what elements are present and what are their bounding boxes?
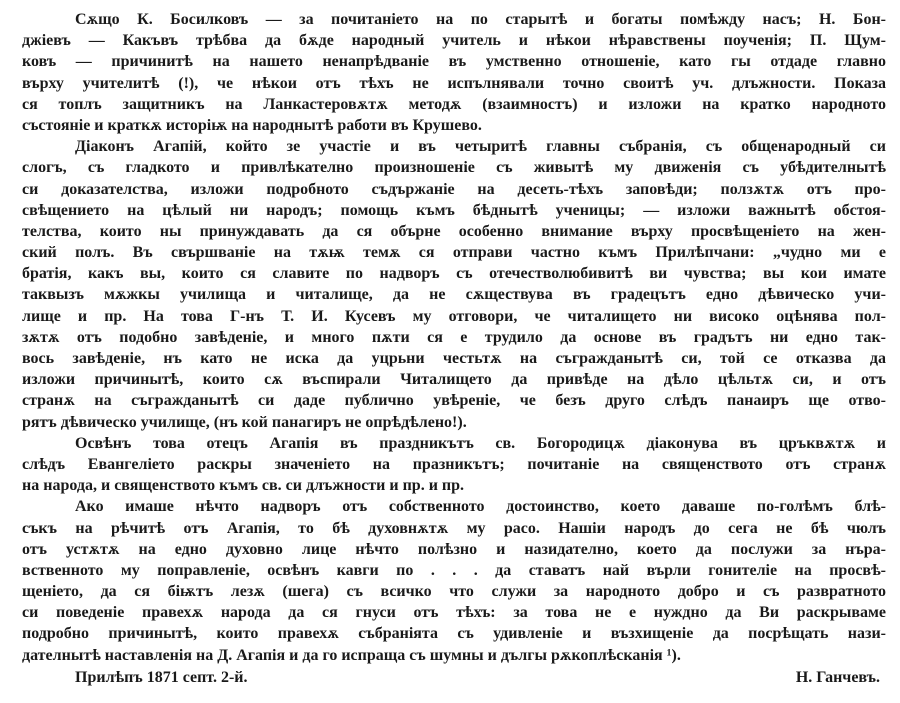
text-line: ковъ — причинитѣ на нашето ненапрѣдванiе въ умственно отношенiе, като гы отдаде главно [22,53,886,71]
text-line: ся топлъ защитникъ на Ланкастеровѫтѫ методѫ (взаимностъ) и изложи на кратко народното [22,95,886,113]
text-line: рятъ дѣвическо училище, (нъ кой панагиръ не опрѣдѣлено!). [22,413,467,431]
text-line: слогъ, съ гладкото и привлѣкателно произношенiе съ живытѣ му движенiя съ убѣдителнытѣ [22,159,886,177]
text-line: зѫтѫ отъ подобно завѣденiе, и много пѫти ся е трудило да основе въ градътъ ни едно так- [22,328,886,346]
text-line: странѫ на съгражданытѣ си даде публично увѣренiе, че безъ друго слѣдъ панаиръ ще отво- [22,392,886,410]
text-line: щенiето, да ся бiѭтъ лезѫ (шега) съ всичко что служи за народното добро и съ развратното [22,583,886,601]
text-line: на народа, и священството къмъ св. си длъжности и пр. и пр. [22,477,465,495]
text-line: ский полъ. Въ свършванiе на тѫѭ темѫ ся отправи частно къмъ Прилѣпчани: „чудно ми е [22,244,886,262]
signature-line [22,667,886,688]
text-line: вственното му поправленiе, освѣнъ кавги по . . . да ставатъ най върли гонителiе на просвѣ- [22,561,886,579]
paragraph-feast [22,433,886,497]
text-line: си поведенiе правехѫ народа да ся гнуси отъ тѣхъ: за това не е нуждно да Ви раскрываме [22,604,886,622]
text-line: съкъ на рѣчитѣ отъ Агапiя, то бѣ духовнѫтѫ му расо. Нашiи народъ до сега не бѣ чюлъ [22,519,886,537]
text-line: състоянiе и краткѫ исторiѭ на народнытѣ работи въ Крушево. [22,116,482,134]
text-line: дателнытѣ наставленiя на Д. Агапiя и да го испраща съ шумны и дългы рѫкоплѣсканiя ¹). [22,646,681,664]
text-line: отъ устѫтѫ на едно духовно лице нѣчто полѣзно и назидателно, което да послужи за нъра- [22,540,886,558]
text-line: Ако имаше нѣчто надворъ отъ собственното достоинство, което даваше по-голѣмъ блѣ- [75,498,886,516]
text-line: лище и пр. На това Г-нъ Т. И. Кусевъ му отговори, че читалището ни високо оцѣнява пол- [22,307,886,325]
text-line: вось завѣденiе, нъ като не иска да уцрьни честьтѫ на съгражданытѣ си, той се отказва да [22,350,886,367]
author-name: Н. Ганчевъ. [795,668,880,686]
text-line: таквызъ мѫжкы училища и читалище, да не сѫществува въ градецътъ едно дѣвическо учи- [22,286,886,304]
place-date: Прилѣпъ 1871 септ. 2-й. [75,668,248,686]
text-line: Освѣнъ това отецъ Агапiя въ праздникътъ св. Богородицѫ дiаконува въ цръквѫтѫ и [75,434,886,452]
text-line: братiя, какъ вы, които ся славите по надворъ съ отечестволюбивитѣ ви чувства; вы кои имате [22,265,886,283]
text-line: слѣдъ Евангелiето раскры значенiето на празникътъ; почитанiе на священството отъ странѫ [22,455,886,473]
paragraph-conclusion [22,496,886,666]
paragraph-speakers [22,9,886,136]
paragraph-deacon-agapiy [22,136,886,433]
text-line: свѣщението на цѣлый ни народъ; помощь къмъ бѣднытѣ ученицы; — изложи важнытѣ обстоя- [22,201,886,219]
text-line: джiевъ — Какъвъ трѣбва да бѫде народный учитель и нѣкои нѣравствены поученiя; П. Щум- [22,32,886,50]
text-line: подробно причинытѣ, които правехѫ събранiята съ удивленiе и възхищенiе да посрѣщать нази- [22,625,886,643]
text-line: Сѫщо К. Босилковъ — за почитанiето на по старытѣ и богаты помѣжду насъ; Н. Бон- [75,11,886,28]
text-line: телства, които ны принуждавать да ся обърне особенно внимание върху просвѣщенiето на жен- [22,222,886,240]
text-line: изложи причинытѣ, които сѫ въспирали Читалището да привѣде на дѣло цѣльтѫ си, и отъ [22,371,886,389]
text-line: си доказателства, изложи подробното съдържанiе на десеть-тѣхъ заповѣди; ползѫтѫ отъ про- [22,180,886,198]
text-line: върху учителитѣ (!), че нѣкои отъ тѣхъ не испълнявали точно своитѣ уч. длъжности. Показа [22,74,886,92]
text-line: Дiаконъ Агапiй, който зе участiе и въ четыритѣ главны събранiя, съ общенародный си [75,138,886,156]
document-page [22,9,886,688]
